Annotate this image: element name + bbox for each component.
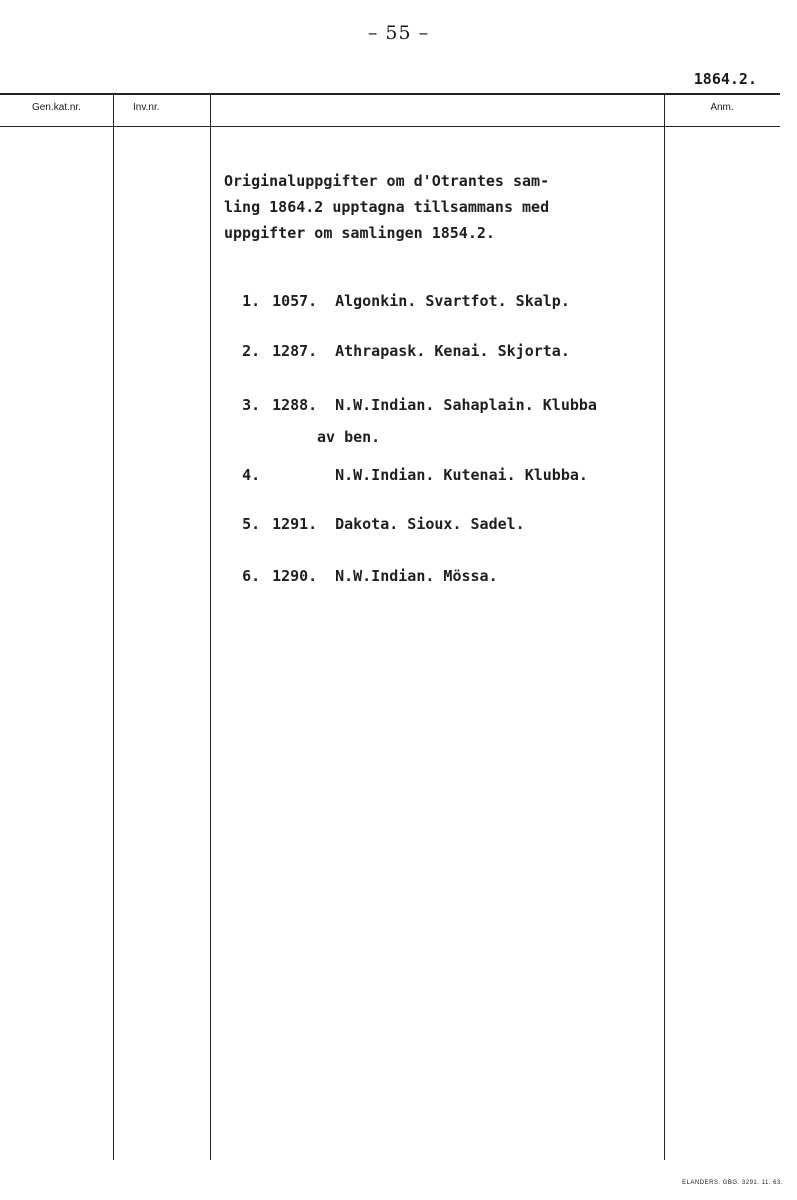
- entry: [224, 327, 570, 359]
- intro-line: uppgifter om samlingen 1854.2.: [224, 224, 495, 242]
- entry-inv: 1057.: [272, 292, 318, 310]
- entry-description: N.W.Indian. Mössa.: [335, 567, 498, 585]
- printer-imprint: ELANDERS. GBG. 3291. 11. 63.: [682, 1180, 783, 1186]
- entry: [224, 381, 597, 461]
- entry-inv: 1288.: [272, 396, 318, 414]
- header-top-rule: [0, 93, 780, 95]
- entry: [224, 451, 588, 483]
- entry-description: Dakota. Sioux. Sadel.: [335, 515, 525, 533]
- entry-number: 1.: [242, 292, 261, 310]
- intro-line: Originaluppgifter om d'Otrantes sam-: [224, 172, 550, 190]
- intro-paragraph: [224, 168, 644, 246]
- entry-number: 4.: [242, 466, 261, 484]
- entry-description: Athrapask. Kenai. Skjorta.: [335, 342, 570, 360]
- entry-description: N.W.Indian. Kutenai. Klubba.: [335, 466, 588, 484]
- column-header-anm: Anm.: [710, 102, 734, 113]
- header-bottom-rule: [0, 126, 780, 127]
- page-number: – 55 –: [367, 22, 430, 44]
- intro-line: ling 1864.2 upptagna tillsammans med: [224, 198, 550, 216]
- entry-number: 3.: [242, 396, 261, 414]
- column-divider-1: [113, 94, 114, 1160]
- entry-inv: 1290.: [272, 567, 318, 585]
- entry-description: Algonkin. Svartfot. Skalp.: [335, 292, 570, 310]
- entry-inv: 1291.: [272, 515, 318, 533]
- column-divider-2: [210, 94, 211, 1160]
- entry-number: 5.: [242, 515, 261, 533]
- catalog-id: 1864.2.: [693, 70, 757, 88]
- entry-description-continued: av ben.: [317, 428, 381, 446]
- entry-inv: 1287.: [272, 342, 318, 360]
- entry-number: 6.: [242, 567, 261, 585]
- entry: [224, 552, 498, 584]
- column-divider-3: [664, 94, 665, 1160]
- entry-number: 2.: [242, 342, 261, 360]
- column-header-gen-kat-nr: Gen.kat.nr.: [32, 102, 81, 113]
- entry-description: N.W.Indian. Sahaplain. Klubba: [335, 396, 597, 414]
- column-header-inv-nr: Inv.nr.: [133, 102, 160, 113]
- entry: [224, 277, 570, 309]
- entry: [224, 500, 525, 532]
